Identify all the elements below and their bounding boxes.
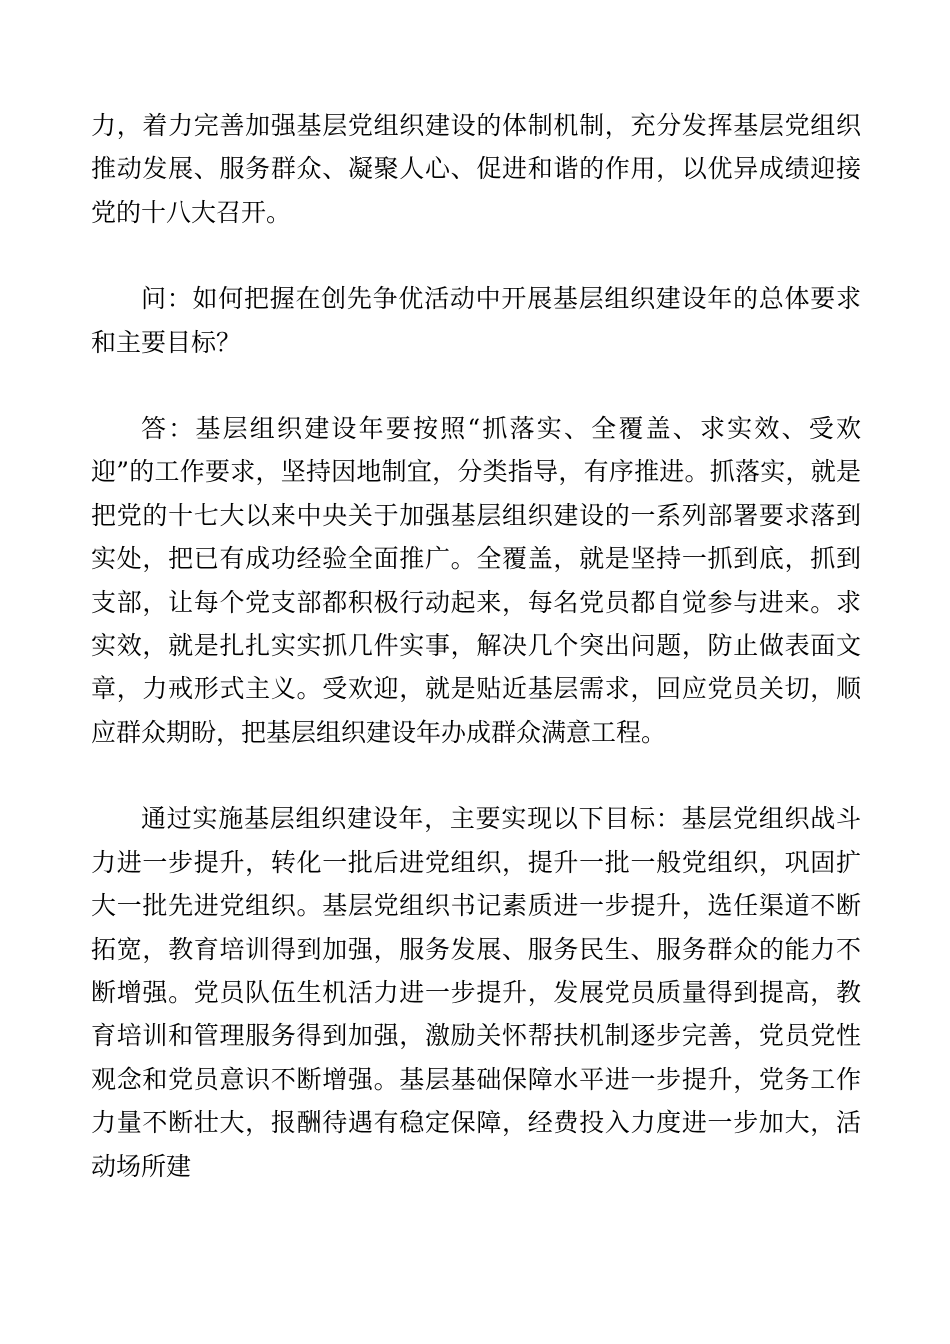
paragraph-continuation: 力，着力完善加强基层党组织建设的体制机制，充分发挥基层党组织推动发展、服务群众、凝聚人心、促进和谐的作用，以优异成绩迎接党的十八大召开。 [91,111,861,227]
paragraph-answer: 答：基层组织建设年要按照“抓落实、全覆盖、求实效、受欢迎”的工作要求，坚持因地制宜，分类指导，有序推进。抓落实，就是把党的十七大以来中央关于加强基层组织建设的一系列部署要求落到实处，把已有成功经验全面推广。全覆盖，就是坚持一抓到底，抓到支部，让每个党支部都积极行动起来，每名党员都自觉参与进来。求实效，就是扎扎实实抓几件实事，解决几个突出问题，防止做表面文章，力戒形式主义。受欢迎，就是贴近基层需求，回应党员关切，顺应群众期盼，把基层组织建设年办成群众满意工程。 [91,414,861,747]
paragraph-goals: 通过实施基层组织建设年，主要实现以下目标：基层党组织战斗力进一步提升，转化一批后进党组织，提升一批一般党组织，巩固扩大一批先进党组织。基层党组织书记素质进一步提升，选任渠道不断拓宽，教育培训得到加强，服务发展、服务民生、服务群众的能力不断增强。党员队伍生机活力进一步提升，发展党员质量得到提高，教育培训和管理服务得到加强，激励关怀帮扶机制逐步完善，党员党性观念和党员意识不断增强。基层基础保障水平进一步提升，党务工作力量不断壮大，报酬待遇有稳定保障，经费投入力度进一步加大，活动场所建 [91,804,861,1181]
paragraph-question: 问：如何把握在创先争优活动中开展基层组织建设年的总体要求和主要目标？ [91,284,861,357]
document-page [91,104,861,1231]
